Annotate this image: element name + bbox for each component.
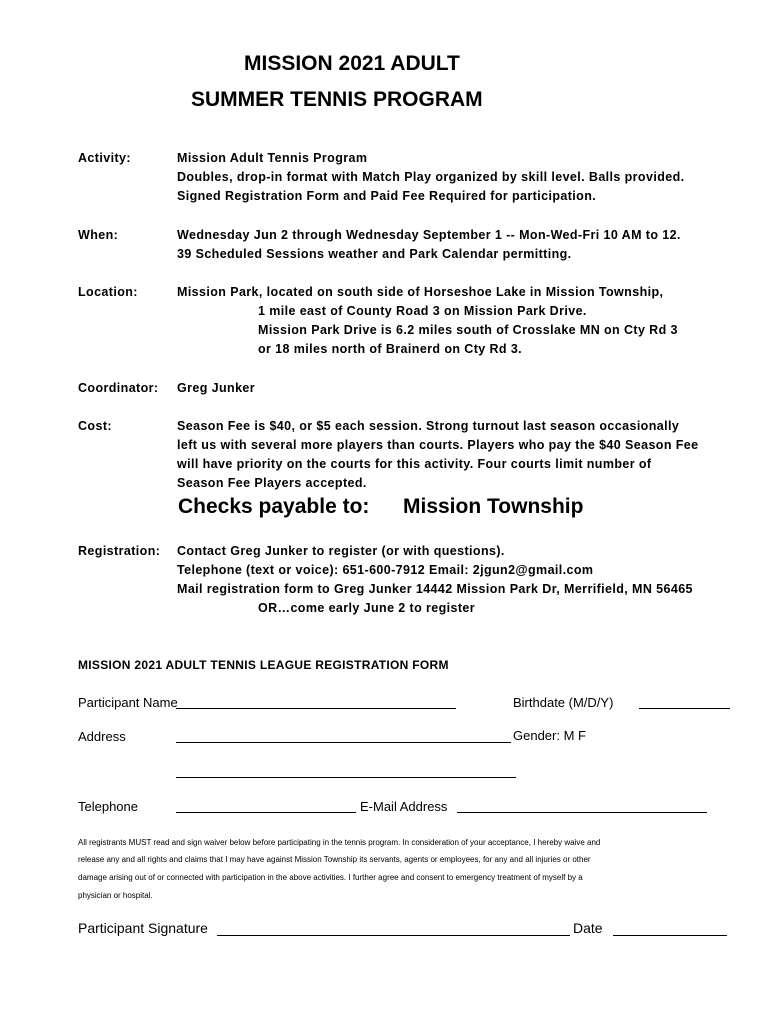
activity-line: Doubles, drop-in format with Match Play organized by skill level. Balls provided. [177, 170, 685, 184]
registration-line: Mail registration form to Greg Junker 14442 Mission Park Dr, Merrifield, MN 56465 [177, 582, 693, 596]
when-line: 39 Scheduled Sessions weather and Park Calendar permitting. [177, 247, 572, 261]
cost-label: Cost: [78, 419, 112, 433]
birthdate-field[interactable] [639, 708, 730, 709]
form-heading: MISSION 2021 ADULT TENNIS LEAGUE REGISTRATION FORM [78, 658, 449, 672]
when-label: When: [78, 228, 119, 242]
cost-line: left us with several more players than courts. Players who pay the $40 Season Fee [177, 438, 699, 452]
telephone-field[interactable] [176, 812, 356, 813]
location-line: 1 mile east of County Road 3 on Mission Park Drive. [258, 304, 587, 318]
coordinator-value: Greg Junker [177, 381, 256, 395]
cost-line: Season Fee Players accepted. [177, 476, 367, 490]
address-label: Address [78, 729, 126, 744]
waiver-text-line: All registrants MUST read and sign waiver below before participating in the tennis program. In consideration of your acceptance, I hereby waive and [78, 838, 601, 847]
cost-line: Season Fee is $40, or $5 each session. Strong turnout last season occasionally [177, 419, 680, 433]
activity-line: Signed Registration Form and Paid Fee Required for participation. [177, 189, 597, 203]
participant-name-label: Participant Name [78, 695, 178, 710]
email-label: E-Mail Address [360, 799, 448, 814]
checks-label: Checks payable to: [178, 495, 370, 518]
address-field[interactable] [176, 742, 511, 743]
date-field[interactable] [613, 935, 727, 936]
registration-line: Telephone (text or voice): 651-600-7912 Email: 2jgun2@gmail.com [177, 563, 594, 577]
registration-label: Registration: [78, 544, 161, 558]
location-line: or 18 miles north of Brainerd on Cty Rd 3. [258, 342, 523, 356]
activity-line: Mission Adult Tennis Program [177, 151, 368, 165]
telephone-label: Telephone [78, 799, 138, 814]
email-field[interactable] [457, 812, 707, 813]
when-line: Wednesday Jun 2 through Wednesday September 1 -- Mon-Wed-Fri 10 AM to 12. [177, 228, 681, 242]
registration-line: OR…come early June 2 to register [258, 601, 476, 615]
signature-field[interactable] [217, 935, 570, 936]
checks-payee: Mission Township [403, 495, 584, 518]
waiver-text-line: physician or hospital. [78, 891, 153, 900]
location-line: Mission Park, located on south side of Horseshoe Lake in Mission Township, [177, 285, 664, 299]
activity-label: Activity: [78, 151, 131, 165]
waiver-text-line: damage arising out of or connected with participation in the above activities. I further agree and consent to emergency treatment of myself by a [78, 873, 583, 882]
cost-line: will have priority on the courts for this activity. Four courts limit number of [177, 457, 652, 471]
participant-name-field[interactable] [176, 708, 456, 709]
title-line-2: SUMMER TENNIS PROGRAM [191, 88, 483, 111]
location-line: Mission Park Drive is 6.2 miles south of Crosslake MN on Cty Rd 3 [258, 323, 678, 337]
coordinator-label: Coordinator: [78, 381, 159, 395]
location-label: Location: [78, 285, 138, 299]
birthdate-label: Birthdate (M/D/Y) [513, 695, 614, 710]
gender-label: Gender: M F [513, 728, 586, 743]
title-line-1: MISSION 2021 ADULT [244, 52, 460, 75]
registration-line: Contact Greg Junker to register (or with questions). [177, 544, 505, 558]
date-label: Date [573, 920, 603, 936]
address-field-line-2[interactable] [176, 777, 516, 778]
signature-label: Participant Signature [78, 920, 208, 936]
waiver-text-line: release any and all rights and claims that I may have against Mission Township its servants, agents or employees, for any and all injuries or other [78, 855, 591, 864]
